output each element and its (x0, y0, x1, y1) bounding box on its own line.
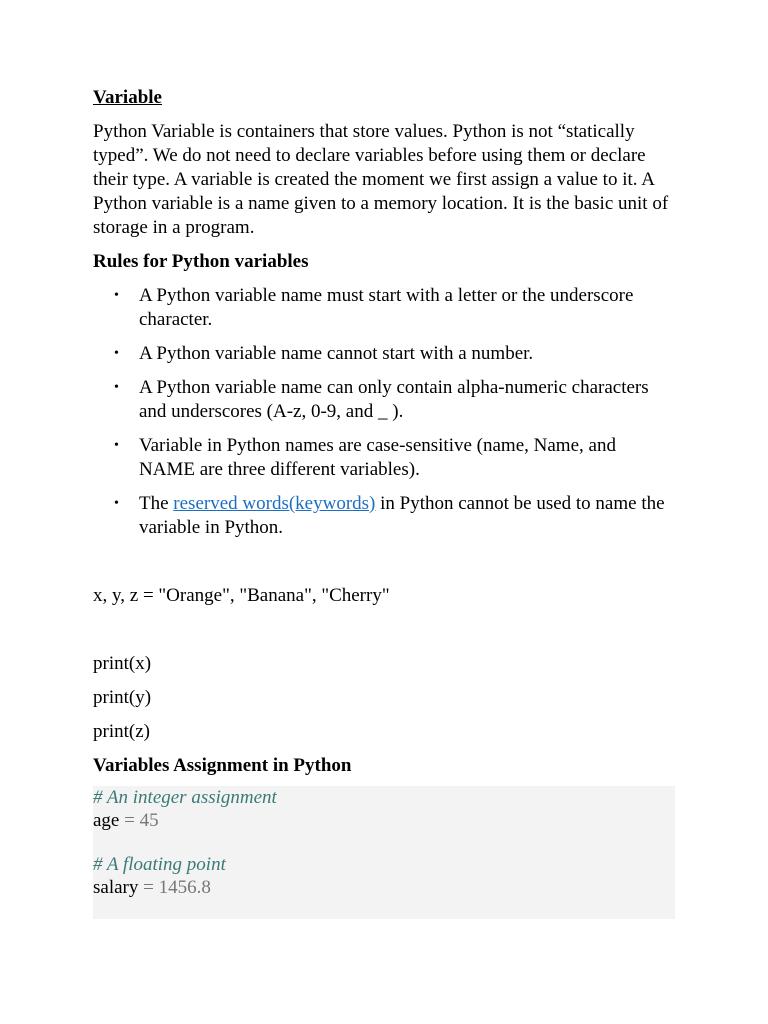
bullet-icon: • (114, 346, 119, 361)
multi-assignment-line: x, y, z = "Orange", "Banana", "Cherry" (93, 585, 390, 606)
code-statement (93, 809, 675, 832)
bullet-icon: • (114, 438, 119, 453)
assignment-heading: Variables Assignment in Python (93, 755, 352, 776)
assign-operator: = (119, 810, 140, 831)
code-comment (93, 786, 675, 809)
section-heading-variable: Variable (93, 87, 162, 108)
variable-name: salary (93, 877, 139, 898)
bullet-icon: • (114, 496, 119, 511)
list-item (93, 434, 675, 482)
rule-text: A Python variable name can only contain alpha-numeric characters and underscores (A-z, 0-9, and _ ). (139, 377, 649, 422)
print-line: print(z) (93, 721, 150, 742)
print-line: print(x) (93, 653, 152, 674)
blank-line (93, 618, 675, 652)
list-item (93, 492, 675, 540)
code-blank-line (93, 832, 675, 853)
list-item (93, 376, 675, 424)
variable-name: age (93, 810, 120, 831)
rule-text: A Python variable name must start with a letter or the underscore character. (139, 285, 634, 330)
comment-text: # An integer assignment (93, 787, 277, 808)
rules-list (93, 284, 675, 540)
rule-text: A Python variable name cannot start with a number. (139, 343, 534, 364)
reserved-words-link[interactable]: reserved words(keywords) (173, 493, 376, 514)
numeric-literal: 45 (139, 810, 159, 831)
blank-line (93, 550, 675, 584)
print-line: print(y) (93, 687, 152, 708)
intro-paragraph: Python Variable is containers that store values. Python is not “statically typed”. We do not need to declare variables before using them or declare their type. A variable is created the moment we first assign a value to it. A Python variable is a name given to a memory location. It is the basic unit of storage in a program. (93, 121, 669, 238)
bullet-icon: • (114, 288, 119, 303)
document-page (93, 86, 675, 919)
code-statement (93, 876, 675, 899)
list-item (93, 342, 675, 366)
rule-text-prefix: The (139, 493, 174, 514)
assign-operator: = (138, 877, 159, 898)
rule-text: Variable in Python names are case-sensitive (name, Name, and NAME are three different variables). (139, 435, 616, 480)
code-block (93, 786, 675, 919)
list-item (93, 284, 675, 332)
comment-text: # A floating point (93, 854, 226, 875)
numeric-literal: 1456.8 (158, 877, 211, 898)
bullet-icon: • (114, 380, 119, 395)
rules-heading: Rules for Python variables (93, 251, 309, 272)
rule-text-suffix: in Python cannot be used to name the variable in Python. (139, 493, 665, 538)
code-comment (93, 853, 675, 876)
